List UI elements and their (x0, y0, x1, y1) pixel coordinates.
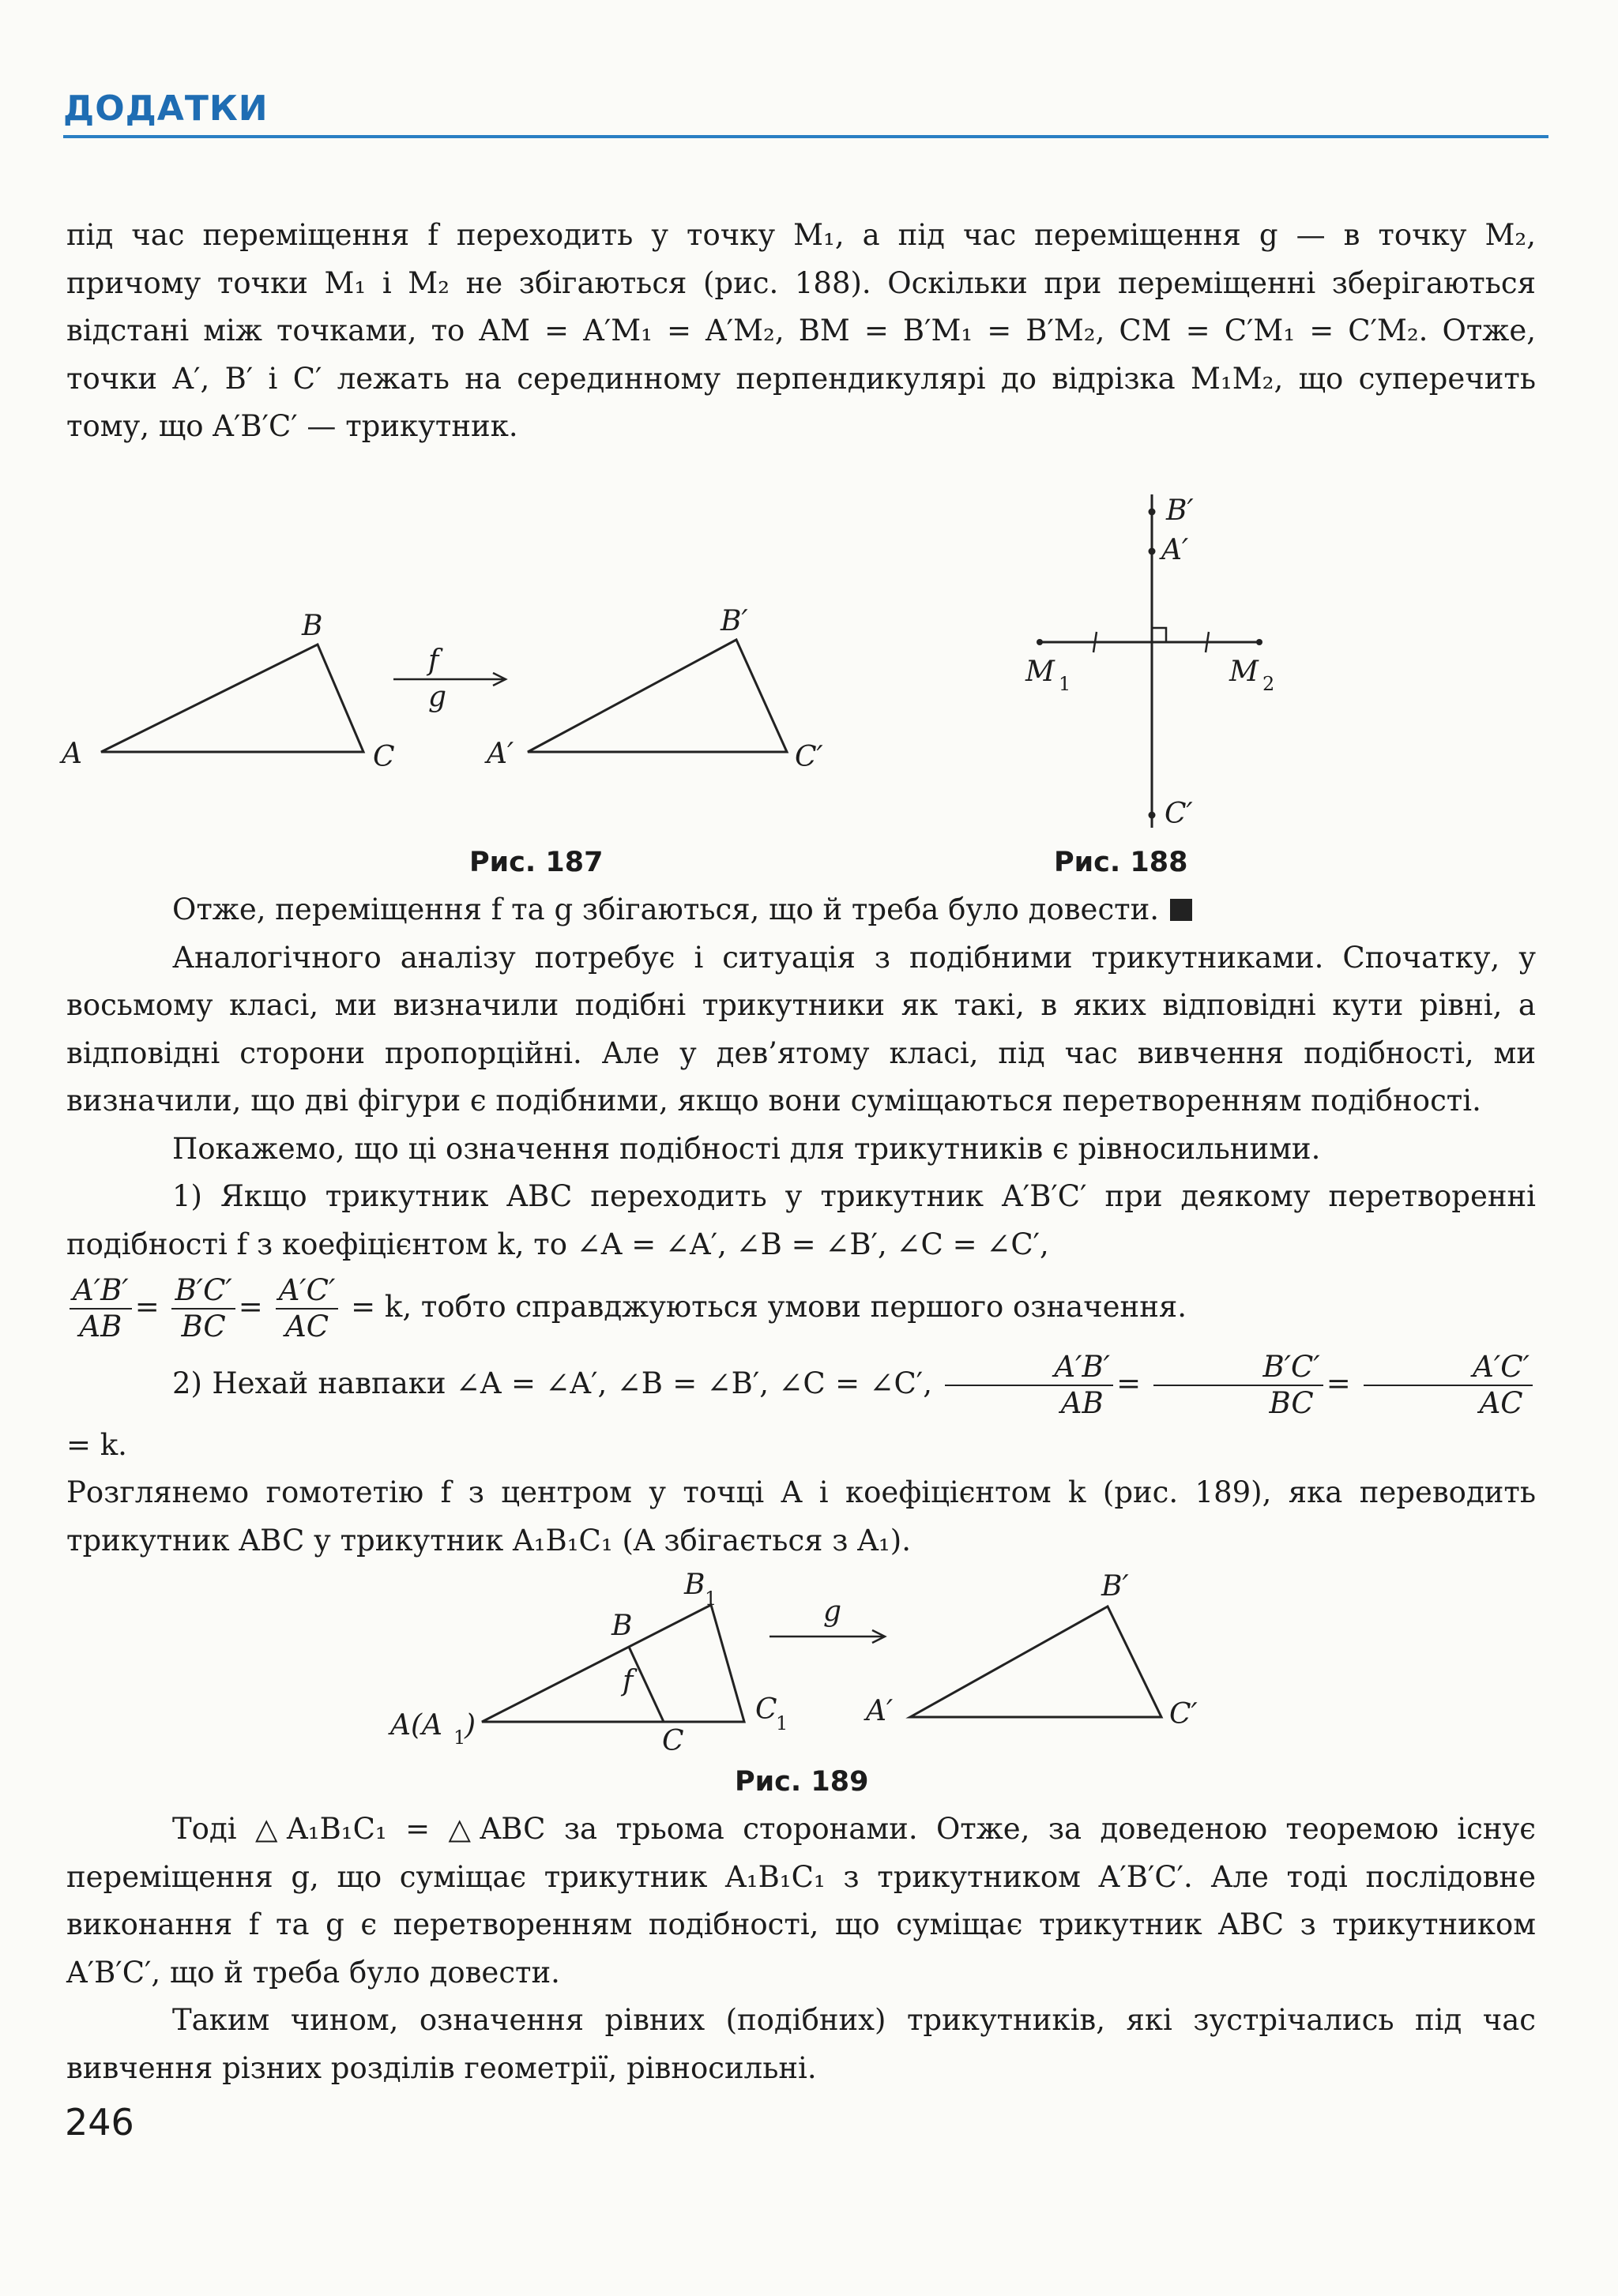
qed-square-icon (1170, 899, 1192, 921)
label-a-prime: A′ (487, 738, 514, 770)
label-a1-sub: 1 (453, 1727, 466, 1749)
caption-188: Рис. 188 (1054, 847, 1188, 878)
label-c-prime: C′ (1165, 798, 1193, 830)
label-a-prime: A′ (1161, 534, 1189, 566)
figure-188 (1019, 488, 1335, 851)
paragraph: Тоді △A₁B₁C₁ = △ABC за трьома сторонами. Отже, за доведеною теоремою існує переміщення g, що суміщає трикутник A₁B₁C₁ з трикутником A′B′C′. Але тоді послідовне виконання f та g є перетворенням подібності, що суміщає трикутник ABC з трикутником A′B′C′, що й треба було довести. (66, 1812, 1536, 1990)
label-m1-sub: 1 (1059, 673, 1071, 695)
label-f: f (428, 644, 439, 677)
label-a-a1: A(A (390, 1709, 443, 1742)
paragraph: під час переміщення f переходить у точку M₁, а під час переміщення g — в точку M₂, причому точки M₁ і M₂ не збігаються (рис. 188). Оскільки при переміщенні зберігаються відстані між точками, то AM = A′M₁ = A′M₂, BM = B′M₁ = B′M₂, CM = C′M₁ = C′M₂. Отже, точки A′, B′ і C′ лежать на серединному перпендикулярі до відрізка M₁M₂, що суперечить тому, що A′B′C′ — трикутник. (66, 218, 1536, 443)
figure-187 (47, 600, 869, 853)
label-m2-sub: 2 (1262, 673, 1275, 695)
right-angle-mark (1152, 628, 1166, 642)
fraction: $\frac{A'B'}{AB}$ (945, 1350, 1113, 1422)
paragraph: 1) Якщо трикутник ABC переходить у трикутник A′B′C′ при деякому перетворенні подібності f з коефіцієнтом k, то ∠A = ∠A′, ∠B = ∠B′, ∠C = ∠C′, (66, 1179, 1536, 1261)
triangle-abc (101, 644, 363, 752)
text-block-top (66, 212, 1536, 451)
figure-189 (379, 1564, 1280, 1777)
label-b: B (302, 610, 323, 642)
label-c: C (662, 1725, 684, 1757)
label-b: B (611, 1610, 633, 1642)
fraction: $\frac{A'B'}{AB}$ (70, 1273, 132, 1345)
fraction: $\frac{A'C'}{AC}$ (276, 1273, 339, 1345)
point-b-prime (1149, 509, 1156, 516)
label-c1-sub: 1 (776, 1712, 788, 1734)
paragraph: Таким чином, означення рівних (подібних) трикутників, які зустрічались під час вивчення різних розділів геометрії, рівносильні. (66, 2003, 1536, 2085)
paragraph: Отже, переміщення f та g збігаються, що й треба було довести. (66, 886, 1536, 934)
fraction: $\frac{B'C'}{BC}$ (171, 1273, 235, 1345)
caption-187: Рис. 187 (469, 847, 604, 878)
point-a-prime (1149, 548, 1156, 555)
paragraph: Розглянемо гомотетію f з центром у точці A і коефіцієнтом k (рис. 189), яка переводить трикутник ABC у трикутник A₁B₁C₁ (A збігається з A₁). (66, 1475, 1536, 1558)
equation-line: $\frac{A'B'}{AB}$ = $\frac{B'C'}{BC}$ = $\frac{A'C'}{AC}$ = k, тобто справджуються умови першого означення. (66, 1273, 1536, 1345)
label-c1: C (755, 1693, 777, 1726)
section-title: ДОДАТКИ (63, 88, 269, 129)
point-m2 (1256, 639, 1262, 645)
paragraph: Покажемо, що ці означення подібності для трикутників є рівносильними. (172, 1131, 1321, 1166)
transform-arrow (769, 1630, 885, 1643)
text-block-middle (66, 886, 1536, 1565)
label-b-prime: B′ (721, 605, 748, 637)
transform-arrow (393, 673, 506, 686)
label-g: g (823, 1595, 842, 1628)
label-c-prime: C′ (1169, 1698, 1198, 1730)
label-a-prime: A′ (866, 1695, 894, 1727)
caption-189: Рис. 189 (735, 1766, 869, 1798)
label-f: f (623, 1665, 634, 1697)
label-m1: M (1025, 656, 1055, 688)
page-number: 246 (65, 2101, 134, 2144)
triangle-a2b2c2 (528, 640, 787, 752)
label-b1-sub: 1 (705, 1588, 717, 1610)
label-b1: B (684, 1569, 706, 1601)
point-m1 (1037, 639, 1043, 645)
fraction: $\frac{B'C'}{BC}$ (1153, 1350, 1323, 1422)
text-block-bottom (66, 1806, 1536, 2092)
label-b-prime: B′ (1101, 1570, 1129, 1603)
segment-bc (629, 1647, 664, 1722)
label-b-prime: B′ (1166, 494, 1194, 527)
label-a: A (62, 738, 82, 770)
paragraph: Аналогічного аналізу потребує і ситуація з подібними трикутниками. Спочатку, у восьмому класі, ми визначили подібні трикутники як такі, в яких відповідні кути рівні, а відповідні сторони пропорційні. Але у дев’ятому класі, під час вивчення подібності, ми визначили, що дві фігури є подібними, якщо вони суміщаються перетворенням подібності. (66, 940, 1536, 1118)
label-g: g (428, 681, 447, 713)
label-paren: ) (465, 1709, 476, 1742)
point-c-prime (1149, 812, 1156, 819)
label-c-prime: C′ (795, 741, 823, 773)
fraction: $\frac{A'C'}{AC}$ (1364, 1350, 1533, 1422)
label-m2: M (1229, 656, 1259, 688)
equation-line: 2) Нехай навпаки ∠A = ∠A′, ∠B = ∠B′, ∠C = ∠C′, $\frac{A'B'}{AB}$ = $\frac{B'C'}{BC}$ = $\frac{A'C'}{AC}$ = k. (66, 1350, 1536, 1469)
page-header (63, 88, 1548, 138)
triangle-a2b2c2 (910, 1606, 1161, 1717)
label-c: C (373, 741, 395, 773)
